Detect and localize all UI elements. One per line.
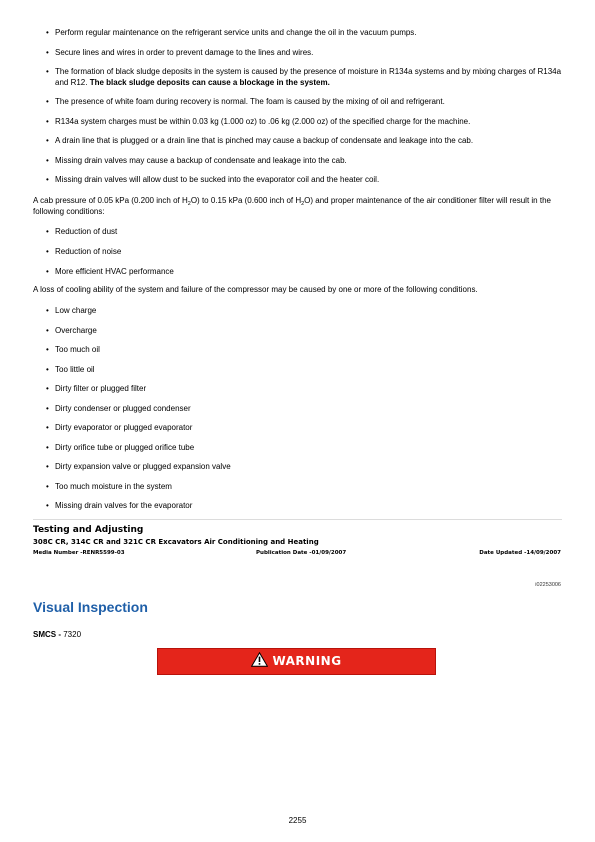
cab-pressure-paragraph: A cab pressure of 0.05 kPa (0.200 inch of H2O) to 0.15 kPa (0.600 inch of H2O) and proper maintenance of the air conditioner filter will result in the following conditions: [33, 196, 551, 216]
media-number: Media Number -RENR5599-03 [33, 550, 125, 556]
list-item: • Overcharge [45, 326, 565, 337]
smcs-value: 7320 [63, 630, 82, 639]
publication-date: Publication Date -01/09/2007 [256, 550, 347, 556]
conditions-bullet-list [45, 227, 565, 278]
list-item: • Reduction of noise [45, 247, 565, 258]
list-item: • Missing drain valves may cause a backup of condensate and leakage into the cab. [45, 156, 565, 167]
list-item: • Dirty evaporator or plugged evaporator [45, 423, 565, 434]
list-item: • Dirty orifice tube or plugged orifice tube [45, 443, 565, 454]
sludge-text: The formation of black sludge deposits in the system is caused by the presence of moisture in R134a systems and by mixing charges of R134a and R12. [55, 67, 562, 87]
list-item: • More efficient HVAC performance [45, 267, 565, 278]
list-item: • Too much oil [45, 345, 565, 356]
list-item: • Too much moisture in the system [45, 482, 565, 493]
list-item: • R134a system charges must be within 0.03 kg (1.000 oz) to .06 kg (2.000 oz) of the specified charge for the machine. [45, 117, 565, 128]
list-item: • A drain line that is plugged or a drain line that is pinched may cause a backup of condensate and leakage into the cab. [45, 136, 565, 147]
list-item: • Missing drain valves will allow dust to be sucked into the evaporator coil and the heater coil. [45, 175, 565, 186]
list-item: • The presence of white foam during recovery is normal. The foam is caused by the mixing of oil and refrigerant. [45, 97, 565, 108]
list-item: • Reduction of dust [45, 227, 565, 238]
warning-triangle-icon [251, 652, 268, 671]
list-item: • Perform regular maintenance on the refrigerant service units and change the oil in the vacuum pumps. [45, 28, 565, 39]
sludge-bold-text: The black sludge deposits can cause a blockage in the system. [89, 77, 330, 87]
loss-of-cooling-paragraph: A loss of cooling ability of the system and failure of the compressor may be caused by one or more of the following conditions. [33, 285, 478, 294]
manual-section-title: Testing and Adjusting [33, 525, 144, 535]
manual-subtitle: 308C CR, 314C CR and 321C CR Excavators Air Conditioning and Heating [33, 538, 319, 546]
document-id: i02253006 [535, 582, 561, 588]
list-item: • Low charge [45, 306, 565, 317]
date-updated: Date Updated -14/09/2007 [479, 550, 561, 556]
list-item: • Dirty expansion valve or plugged expansion valve [45, 462, 565, 473]
causes-bullet-list [45, 306, 565, 512]
list-item: • Secure lines and wires in order to prevent damage to the lines and wires. [45, 48, 565, 59]
warning-label: WARNING [272, 654, 342, 669]
list-item: • Dirty filter or plugged filter [45, 384, 565, 395]
section-divider [33, 519, 562, 520]
list-item: • Too little oil [45, 365, 565, 376]
page-title: Visual Inspection [33, 599, 148, 615]
page-number: 2255 [288, 816, 307, 825]
smcs-code [33, 630, 81, 641]
warning-banner [157, 648, 436, 675]
list-item: • Missing drain valves for the evaporator [45, 501, 565, 512]
list-item [45, 67, 565, 88]
smcs-label: SMCS - [33, 630, 64, 639]
maintenance-bullet-list [45, 28, 565, 186]
list-item: • Dirty condenser or plugged condenser [45, 404, 565, 415]
